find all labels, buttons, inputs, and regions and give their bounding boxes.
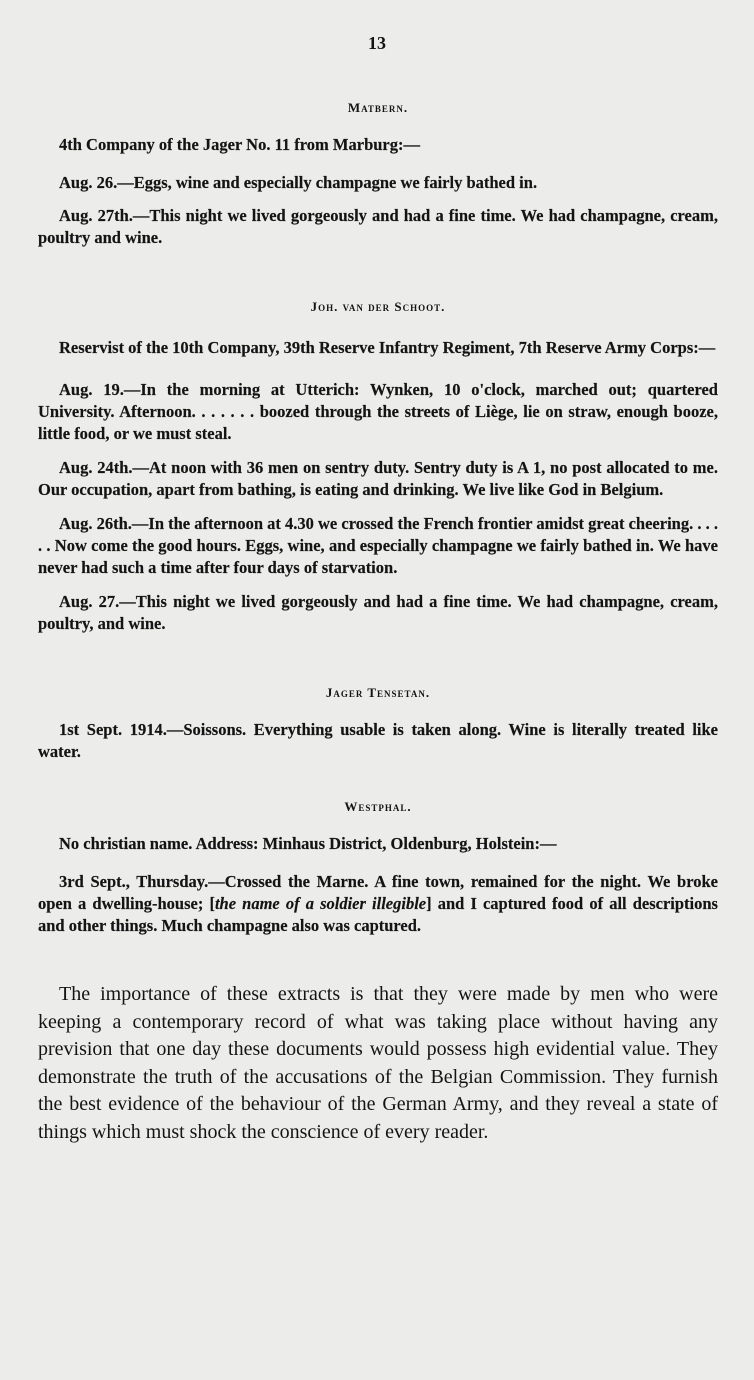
diary-paragraph: Aug. 26th.—In the afternoon at 4.30 we crossed the French frontier amidst great cheering. . . . . . Now come the good hours. Eggs, wine, and especially champagne we fairly bathed in. We have never had such a time after four days of starvation. <box>38 514 718 577</box>
diary-paragraph: 4th Company of the Jager No. 11 from Marburg:— <box>59 135 420 154</box>
diary-paragraph: Aug. 27th.—This night we lived gorgeously and had a fine time. We had champagne, cream, poultry and wine. <box>38 206 718 247</box>
closing-paragraph: The importance of these extracts is that they were made by men who were keeping a contemporary record of what was taking place without having any prevision that one day these documents would possess high evidential value. They demonstrate the truth of the accusations of the Belgian Commission. They furnish the best evidence of the behaviour of the German Army, and they reveal a state of things which must shock the conscience of every reader. <box>38 983 718 1143</box>
page-number: 13 <box>368 33 386 53</box>
paragraph-text: ] and I captured food of all descriptions and other things. Much champagne also was captured. <box>38 894 718 935</box>
editorial-note: the name of a soldier illegible <box>214 894 427 913</box>
diary-paragraph: Reservist of the 10th Company, 39th Reserve Infantry Regiment, 7th Reserve Army Corps:— <box>59 338 716 357</box>
diary-paragraph: Aug. 19.—In the morning at Utterich: Wynken, 10 o'clock, marched out; quartered University. Afternoon. . . . . . . boozed through the streets of Liège, lie on straw, enough booze, little food, or we must steal. <box>38 380 718 443</box>
diary-paragraph <box>38 871 718 937</box>
diary-paragraph: Aug. 24th.—At noon with 36 men on sentry duty. Sentry duty is A 1, no post allocated to me. Our occupation, apart from bathing, is eating and drinking. We live like God in Belgium. <box>38 458 718 499</box>
page-content <box>38 100 718 1146</box>
diary-paragraph: No christian name. Address: Minhaus District, Oldenburg, Holstein:— <box>59 834 557 853</box>
diary-paragraph: Aug. 27.—This night we lived gorgeously and had a fine time. We had champagne, cream, poultry, and wine. <box>38 592 718 633</box>
diary-paragraph: Aug. 26.—Eggs, wine and especially champagne we fairly bathed in. <box>59 173 538 192</box>
diary-paragraph: 1st Sept. 1914.—Soissons. Everything usable is taken along. Wine is literally treated like water. <box>38 720 718 761</box>
section-heading: Matbern. <box>347 100 409 115</box>
section-heading: Jager Tensetan. <box>325 685 431 700</box>
section-heading: Westphal. <box>344 799 412 814</box>
section-heading: Joh. van der Schoot. <box>310 299 446 314</box>
paragraph-text: 3rd Sept., Thursday.—Crossed the Marne. A fine town, remained for the night. We broke open a dwelling-house; [ <box>38 872 718 913</box>
